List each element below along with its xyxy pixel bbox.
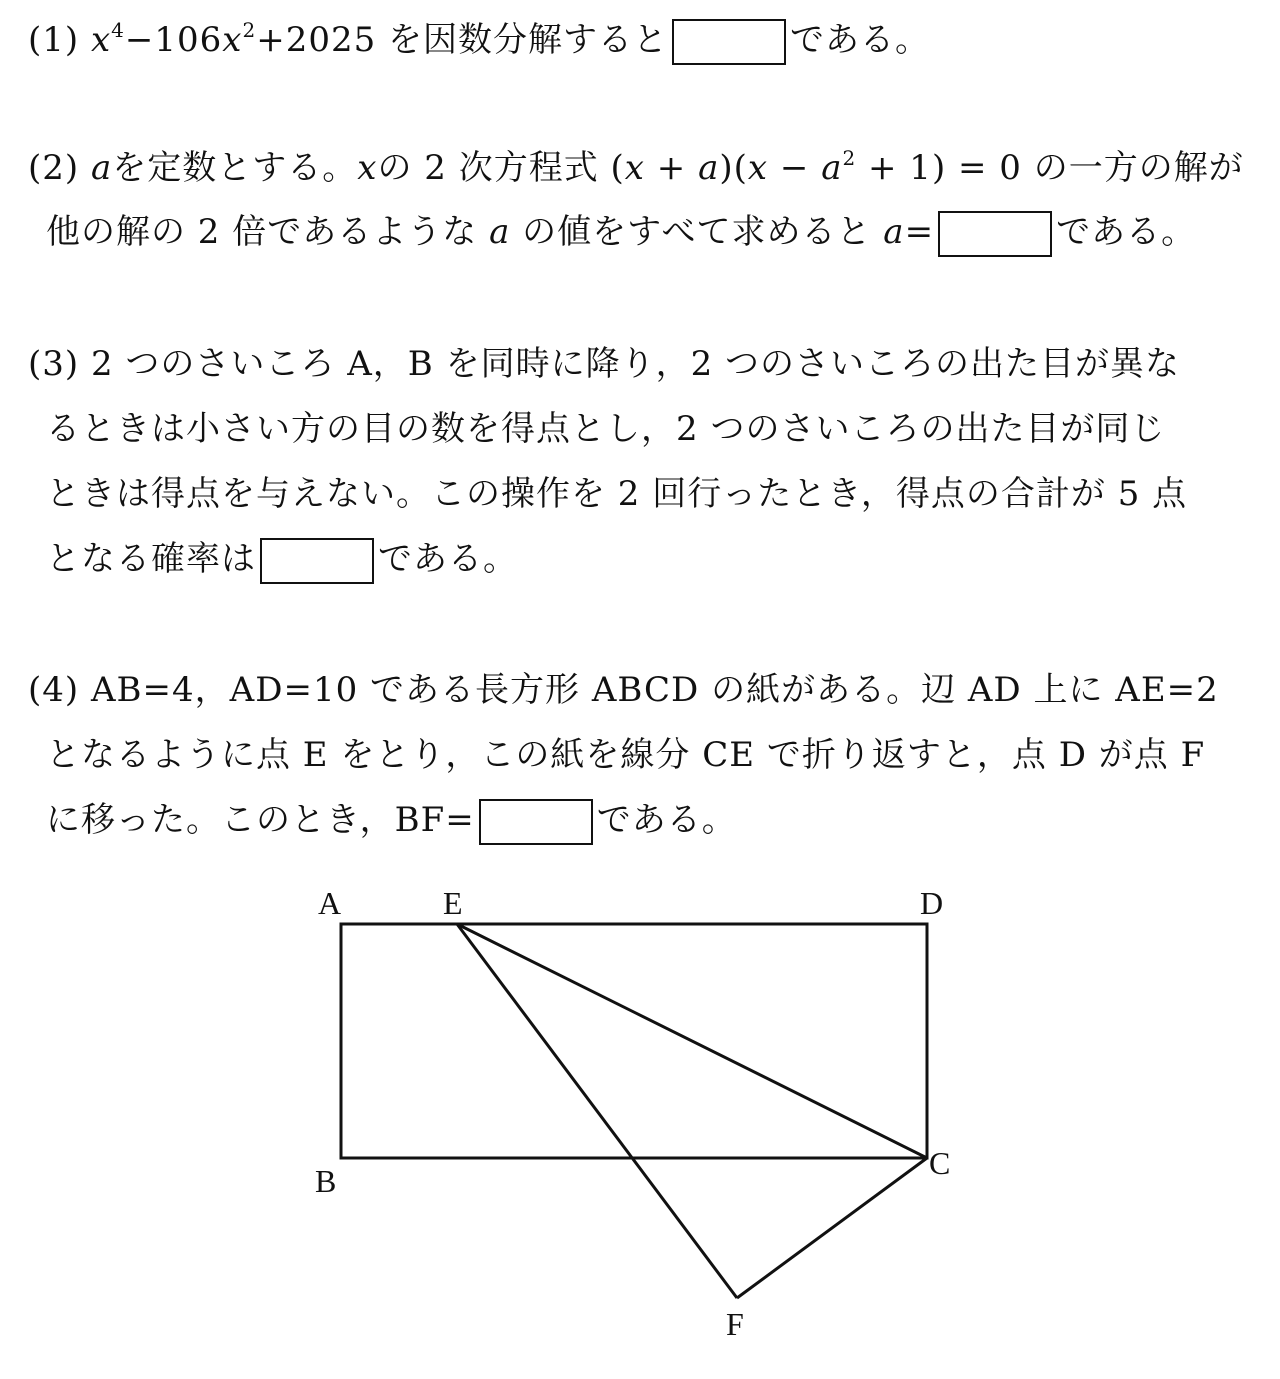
rectangle-abcd [341,924,927,1158]
problem-4-text: に移った。このとき，BF= [46,800,475,840]
problem-2-eq-tail: + 1) = 0 の一方の解が [856,148,1244,188]
label-c: C [929,1145,951,1181]
problem-2-var-x: x [357,148,378,188]
problem-2-exponent: 2 [842,146,857,170]
problem-2-eq-op: − [768,148,822,188]
problem-3-text: るときは小さい方の目の数を得点とし，2 つのさいころの出た目が同じ [46,409,1166,449]
problem-2-var-a: a [90,148,113,188]
label-d: D [920,885,944,921]
problem-4-text-after: である。 [596,800,737,840]
problem-1-text: を因数分解すると [388,20,669,60]
problem-1-term: −106 [124,20,223,60]
problem-3-text: となる確率は [46,539,256,579]
problem-2-text: の 2 次方程式 ( [377,148,625,188]
problem-2-equals: = [904,212,935,252]
problem-3-text-after: である。 [378,539,518,579]
problem-2-text: を定数とする。 [112,148,358,188]
problem-2-text-after: である。 [1056,212,1197,252]
problem-2-eq-x: x [624,148,645,188]
problem-2-eq-a: a [821,148,843,188]
problem-2-var-a: a [489,212,511,252]
label-a: A [318,885,342,921]
problem-2-text: の値をすべて求めると [522,212,872,252]
problem-2-eq-a: a [698,148,720,188]
segment-ef [457,924,737,1298]
problem-1-var-x: x [222,20,243,60]
problem-1-exponent: 4 [111,18,125,42]
problem-2-var-a: a [883,212,905,252]
label-f: F [726,1306,744,1342]
segment-fc [737,1158,927,1298]
problem-1-exponent: 2 [242,18,257,42]
problem-2-text: 他の解の 2 倍であるような [46,212,478,252]
problem-4-text: となるように点 E をとり，この紙を線分 CE で折り返すと，点 D が点 F [46,735,1206,775]
problem-4-text: AB=4，AD=10 である長方形 ABCD の紙がある。辺 AD 上に AE=2 [90,670,1219,710]
label-b: B [315,1163,337,1199]
segment-ec [457,924,927,1158]
problem-3-text: 2 つのさいころ A，B を同時に降り，2 つのさいころの出た目が異な [90,344,1181,384]
problem-1-var-x: x [90,20,112,60]
problem-4-number: (4) [28,670,80,710]
problem-2-eq-op: + [644,148,699,188]
problem-3-number: (3) [28,344,80,384]
problem-1-number: (1) [28,20,80,60]
problem-2-number: (2) [28,148,80,188]
label-e: E [443,885,463,921]
problem-1-text-after: である。 [790,20,931,60]
problem-3-text: ときは得点を与えない。この操作を 2 回行ったとき，得点の合計が 5 点 [46,474,1188,514]
problem-2-eq-x: x [747,148,769,188]
problem-1-term: +2025 [256,20,377,60]
problem-2-eq-op: )( [719,148,748,188]
